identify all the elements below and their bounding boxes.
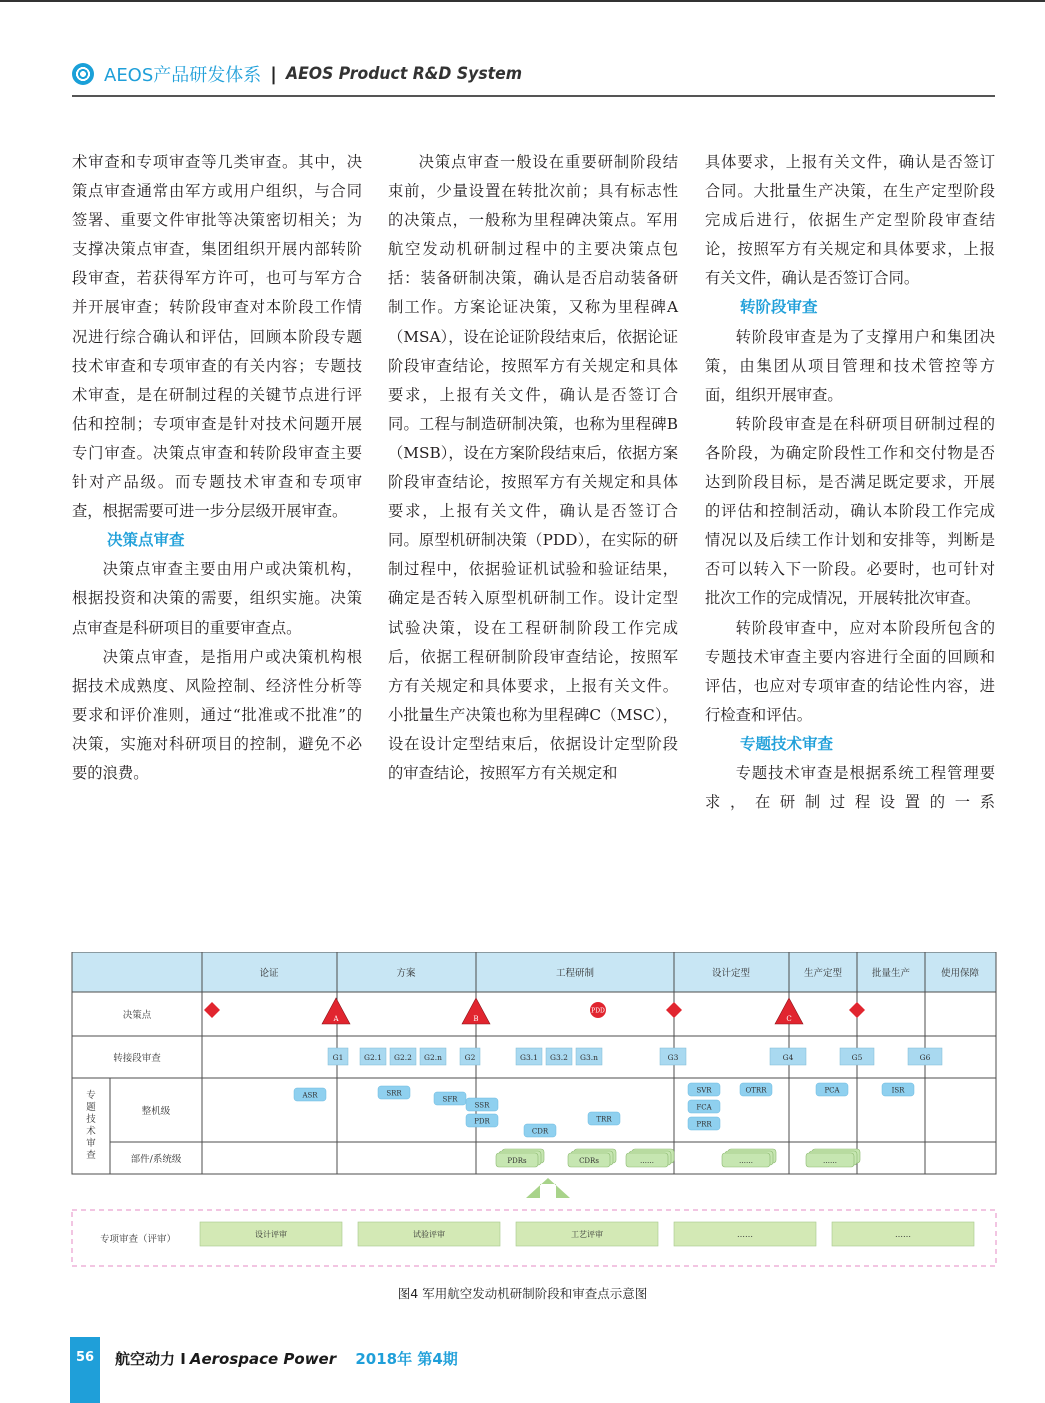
running-header	[72, 60, 542, 88]
body-paragraph: 决策点审查一般设在重要研制阶段结束前，少量设置在转批次前；具有标志性的决策点，一般称为里程碑决策点。军用航空发动机研制过程中的主要决策点包括：装备研制决策，确认是否启动装备研制工作。方案论证决策，又称为里程碑A（MSA），设在论证阶段结束后，依据论证阶段审查结论，按照军方有关规定和具体要求，上报有关文件，确认是否签订合同。工程与制造研制决策，也称为里程碑B（MSB），设在方案阶段结束后，依据方案阶段审查结论，按照军方有关规定和具体要求，上报有关文件，确认是否签订合同。原型机研制决策（PDD），在实际的研制过程中，依据验证机试验和验证结果，确定是否转入原型机研制工作。设计定型试验决策，设在工程研制阶段工作完成后，依据工程研制阶段审查结论，按照军方有关规定和具体要求，上报有关文件。小批量生产决策也称为里程碑C（MSC），设在设计定型结束后，依据设计定型阶段的审查结论，按照军方有关规定和	[388, 153, 678, 782]
row-label-decision: 决策点	[122, 1010, 152, 1021]
journal-bar: I	[180, 1350, 186, 1368]
decision-diamond	[204, 1002, 220, 1018]
phase-header: 批量生产	[871, 968, 911, 979]
gate-label: G2.n	[424, 1053, 442, 1062]
system-review-label: ASR	[302, 1091, 318, 1100]
system-review-row	[294, 1083, 914, 1137]
row-label-system: 整机级	[141, 1106, 171, 1117]
system-review-label: PDR	[474, 1117, 490, 1126]
system-review-label: CDR	[531, 1127, 549, 1136]
journal-name-en: Aerospace Power	[189, 1350, 337, 1368]
body-paragraph: 专题技术审查是根据系统工程管理要求，在研制过程设置的一系	[705, 763, 995, 812]
phase-header: 生产定型	[803, 968, 843, 979]
body-paragraph: 转阶段审查是为了支撑用户和集团决策，由集团从项目管理和技术管控等方面，组织开展审查。	[705, 327, 995, 404]
system-review-label: SSR	[474, 1101, 490, 1110]
transition-row	[328, 1048, 942, 1065]
milestone-label: PDD	[591, 1007, 605, 1015]
text-column-3	[705, 148, 995, 817]
header-separator: |	[270, 63, 277, 85]
section-heading: 专题技术审查	[740, 734, 834, 753]
top-rule	[0, 0, 1045, 2]
body-paragraph: 转阶段审查中，应对本阶段所包含的专题技术审查主要内容进行全面的回顾和评估，也应对专项审查的结论性内容，进行检查和评估。	[705, 618, 995, 724]
phase-header: 工程研制	[555, 968, 595, 979]
component-review-label: ……	[640, 1157, 654, 1165]
body-paragraph: 决策点审查，是指用户或决策机构根据技术成熟度、风险控制、经济性分析等要求和评价准则，通过“批准或不批准”的决策，实施对科研项目的控制，避免不必要的浪费。	[72, 647, 362, 782]
system-review-label: SRR	[386, 1089, 402, 1098]
special-review-label: 设计评审	[255, 1230, 287, 1239]
gate-label: G2.1	[364, 1053, 382, 1062]
system-review-label: FCA	[696, 1103, 712, 1112]
special-review-label: ……	[737, 1230, 753, 1239]
figure-4-diagram	[70, 952, 998, 1272]
gate-label: G3.1	[520, 1053, 538, 1062]
system-review-label: TRR	[596, 1115, 612, 1124]
milestone-label: C	[786, 1015, 792, 1023]
header-rule	[72, 95, 995, 97]
phase-header: 论证	[259, 968, 279, 979]
row-label-component: 部件/系统级	[130, 1154, 182, 1165]
footer-page-bar	[70, 1337, 100, 1403]
section-heading: 转阶段审查	[740, 298, 818, 317]
row-label-topic-group: 专题技术审查	[86, 1090, 96, 1161]
component-review-label: ……	[823, 1157, 837, 1165]
gate-label: G1	[332, 1053, 344, 1062]
system-review-label: SFR	[442, 1095, 458, 1104]
decision-diamond	[666, 1002, 682, 1018]
header-title-cn: AEOS产品研发体系	[104, 65, 262, 86]
footer-journal	[115, 1348, 458, 1369]
phase-header: 设计定型	[711, 968, 751, 979]
component-review-label: ……	[739, 1157, 753, 1165]
decision-row	[204, 998, 865, 1024]
journal-name-cn: 航空动力	[115, 1350, 176, 1368]
gate-label: G3.2	[550, 1053, 568, 1062]
gate-label: G3	[667, 1053, 679, 1062]
phase-header: 方案	[396, 968, 416, 979]
special-review-label: 试验评审	[413, 1230, 445, 1239]
system-review-label: PCA	[824, 1086, 840, 1095]
component-review-row	[496, 1149, 860, 1167]
milestone-label: B	[473, 1015, 479, 1023]
gate-label: G4	[782, 1053, 794, 1062]
gate-label: G3.n	[580, 1053, 598, 1062]
special-review-label: ……	[895, 1230, 911, 1239]
system-review-label: SVR	[696, 1086, 712, 1095]
body-paragraph: 转阶段审查是在科研项目研制过程的各阶段，为确定阶段性工作和交付物是否达到阶段目标，是否满足既定要求，开展的评估和控制活动，确认本阶段工作完成情况以及后续工作计划和安排等，判断是否可以转入下一阶段。必要时，也可针对批次工作的完成情况，开展转批次审查。	[705, 414, 995, 608]
system-review-label: OTRR	[745, 1086, 767, 1095]
phase-header: 使用保障	[940, 968, 980, 979]
gate-label: G6	[919, 1053, 931, 1062]
body-paragraph: 术审查和专项审查等几类审查。其中，决策点审查通常由军方或用户组织，与合同签署、重要文件审批等决策密切相关；为支撑决策点审查，集团组织开展内部转阶段审查，若获得军方许可，也可与军方合并开展审查；转阶段审查对本阶段工作情况进行综合确认和评估，回顾本阶段专题技术审查和专项审查的有关内容；专题技术审查，是在研制过程的关键节点进行评估和控制；专项审查是针对技术问题开展专门审查。决策点审查和转阶段审查主要针对产品级。而专题技术审查和专项审查，根据需要可进一步分层级开展审查。	[72, 153, 362, 521]
figure-caption: 图4 军用航空发动机研制阶段和审查点示意图	[397, 1286, 648, 1301]
arrow-up-icon	[526, 1178, 570, 1198]
decision-diamond	[849, 1002, 865, 1018]
header-title-en: AEOS Product R&D System	[285, 64, 522, 84]
system-review-label: PRR	[696, 1120, 712, 1129]
body-paragraph: 决策点审查主要由用户或决策机构，根据投资和决策的需要，组织实施。决策点审查是科研项目的重要审查点。	[72, 560, 362, 637]
page-number: 56	[75, 1350, 95, 1365]
aeos-logo-icon	[72, 63, 94, 85]
gate-label: G5	[851, 1053, 863, 1062]
journal-issue: 2018年 第4期	[355, 1350, 458, 1368]
section-heading: 决策点审查	[107, 531, 185, 550]
text-column-1	[72, 148, 362, 788]
component-review-label: PDRs	[507, 1157, 527, 1165]
row-label-transition: 转接段审查	[113, 1053, 161, 1064]
row-label-special: 专项审查（评审）	[99, 1234, 177, 1245]
gate-label: G2	[464, 1053, 476, 1062]
component-review-label: CDRs	[579, 1157, 599, 1165]
body-paragraph: 具体要求，上报有关文件，确认是否签订合同。大批量生产决策，在生产定型阶段完成后进行，依据生产定型阶段审查结论，按照军方有关规定和具体要求，上报有关文件，确认是否签订合同。	[705, 153, 995, 288]
gate-label: G2.2	[394, 1053, 412, 1062]
special-review-row	[200, 1222, 974, 1246]
system-review-label: ISR	[891, 1086, 905, 1095]
special-review-label: 工艺评审	[571, 1230, 603, 1239]
text-column-2	[388, 148, 678, 788]
milestone-label: A	[333, 1015, 339, 1023]
